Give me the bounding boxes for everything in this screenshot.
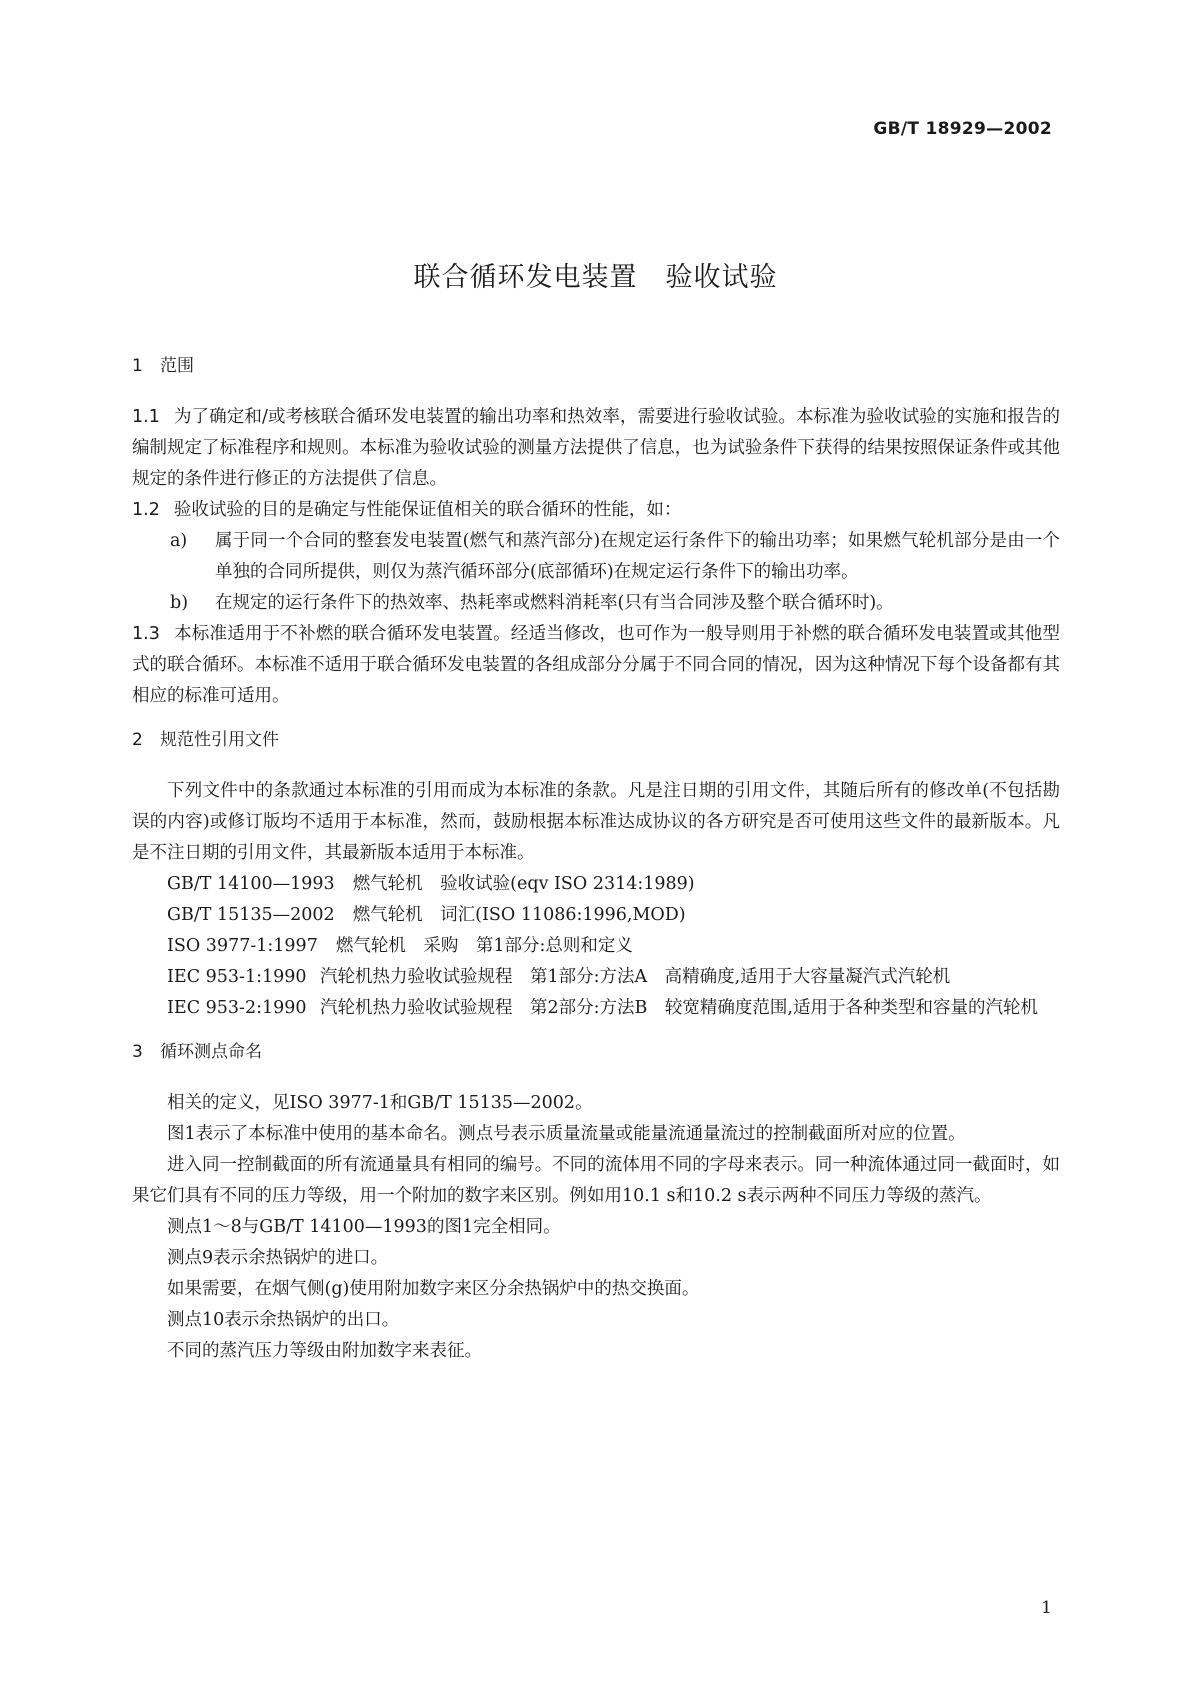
reference-title: 燃气轮机 词汇(ISO 11086:1996,MOD) bbox=[352, 905, 686, 925]
paragraph: 不同的蒸汽压力等级由附加数字来表征。 bbox=[167, 1341, 482, 1361]
reference-title: 燃气轮机 采购 第1部分:总则和定义 bbox=[335, 936, 633, 956]
section-title: 规范性引用文件 bbox=[160, 730, 279, 750]
reference-item bbox=[167, 962, 1060, 993]
section-number: 1 bbox=[132, 356, 143, 376]
list-item-label: a) bbox=[170, 531, 188, 551]
clause-1-2 bbox=[132, 495, 1060, 526]
clause-text: 验收试验的目的是确定与性能保证值相关的联合循环的性能，如： bbox=[173, 500, 682, 520]
reference-code: GB/T 15135—2002 bbox=[167, 905, 335, 925]
section-number: 3 bbox=[132, 1042, 143, 1062]
list-item-text: 属于同一个合同的整套发电装置(燃气和蒸汽部分)在规定运行条件下的输出功率；如果燃气轮机部分是由一个单独的合同所提供，则仅为蒸汽循环部分(底部循环)在规定运行条件下的输出功率。 bbox=[215, 531, 1060, 582]
reference-title: 燃气轮机 验收试验(eqv ISO 2314:1989) bbox=[352, 874, 695, 894]
clause-text: 本标准适用于不补燃的联合循环发电装置。经适当修改，也可作为一般导则用于补燃的联合循环发电装置或其他型式的联合循环。本标准不适用于联合循环发电装置的各组成部分分属于不同合同的情况，因为这种情况下每个设备都有其相应的标准可适用。 bbox=[132, 624, 1060, 706]
reference-item bbox=[167, 931, 1060, 962]
clause-number: 1.1 bbox=[132, 407, 160, 427]
clause-1-1 bbox=[132, 402, 1060, 495]
list-item-text: 在规定的运行条件下的热效率、热耗率或燃料消耗率(只有当合同涉及整个联合循环时)。 bbox=[215, 593, 894, 613]
paragraph: 相关的定义，见ISO 3977-1和GB/T 15135—2002。 bbox=[167, 1093, 593, 1113]
paragraph: 图1表示了本标准中使用的基本命名。测点号表示质量流量或能量流通量流过的控制截面所对应的位置。 bbox=[167, 1124, 966, 1144]
clause-number: 1.2 bbox=[132, 500, 160, 520]
section-2-heading bbox=[132, 726, 1060, 754]
clause-number: 1.3 bbox=[132, 624, 160, 644]
page-number: 1 bbox=[1041, 1598, 1052, 1618]
clause-text: 为了确定和/或考核联合循环发电装置的输出功率和热效率，需要进行验收试验。本标准为验收试验的实施和报告的编制规定了标准程序和规则。本标准为验收试验的测量方法提供了信息，也为试验条件下获得的结果按照保证条件或其他规定的条件进行修正的方法提供了信息。 bbox=[132, 407, 1060, 489]
list-item-b bbox=[132, 588, 1060, 619]
list-item-a bbox=[132, 526, 1060, 588]
reference-code: GB/T 14100—1993 bbox=[167, 874, 335, 894]
section-number: 2 bbox=[132, 730, 143, 750]
section-title: 循环测点命名 bbox=[160, 1042, 262, 1062]
reference-code: ISO 3977-1:1997 bbox=[167, 936, 318, 956]
reference-item bbox=[167, 993, 1060, 1024]
section-1-heading bbox=[132, 352, 1060, 380]
references-intro: 下列文件中的条款通过本标准的引用而成为本标准的条款。凡是注日期的引用文件，其随后所有的修改单(不包括勘误的内容)或修订版均不适用于本标准，然而，鼓励根据本标准达成协议的各方研究是否可使用这些文件的最新版本。凡是不注日期的引用文件，其最新版本适用于本标准。 bbox=[132, 781, 1060, 863]
paragraph: 测点1～8与GB/T 14100—1993的图1完全相同。 bbox=[167, 1217, 561, 1237]
list-item-label: b) bbox=[170, 593, 189, 613]
reference-code: IEC 953-1:1990 bbox=[167, 967, 307, 987]
reference-title: 汽轮机热力验收试验规程 第2部分:方法B 较宽精确度范围,适用于各种类型和容量的汽轮机 bbox=[320, 998, 1038, 1018]
clause-1-3 bbox=[132, 619, 1060, 712]
reference-code: IEC 953-2:1990 bbox=[167, 998, 307, 1018]
section-title: 范围 bbox=[160, 356, 194, 376]
paragraph: 进入同一控制截面的所有流通量具有相同的编号。不同的流体用不同的字母来表示。同一种流体通过同一截面时，如果它们具有不同的压力等级，用一个附加的数字来区别。例如用10.1 s和10.2 s表示两种不同压力等级的蒸汽。 bbox=[132, 1155, 1060, 1206]
reference-title: 汽轮机热力验收试验规程 第1部分:方法A 高精确度,适用于大容量凝汽式汽轮机 bbox=[320, 967, 951, 987]
paragraph: 如果需要，在烟气侧(g)使用附加数字来区分余热锅炉中的热交换面。 bbox=[167, 1279, 700, 1299]
document-title: 联合循环发电装置 验收试验 bbox=[413, 262, 778, 293]
document-body bbox=[132, 352, 1060, 1367]
paragraph: 测点10表示余热锅炉的出口。 bbox=[167, 1310, 400, 1330]
section-3-heading bbox=[132, 1038, 1060, 1066]
paragraph: 测点9表示余热锅炉的进口。 bbox=[167, 1248, 389, 1268]
standard-code: GB/T 18929—2002 bbox=[873, 119, 1052, 139]
reference-list bbox=[132, 869, 1060, 1024]
reference-item bbox=[167, 900, 1060, 931]
reference-item bbox=[167, 869, 1060, 900]
